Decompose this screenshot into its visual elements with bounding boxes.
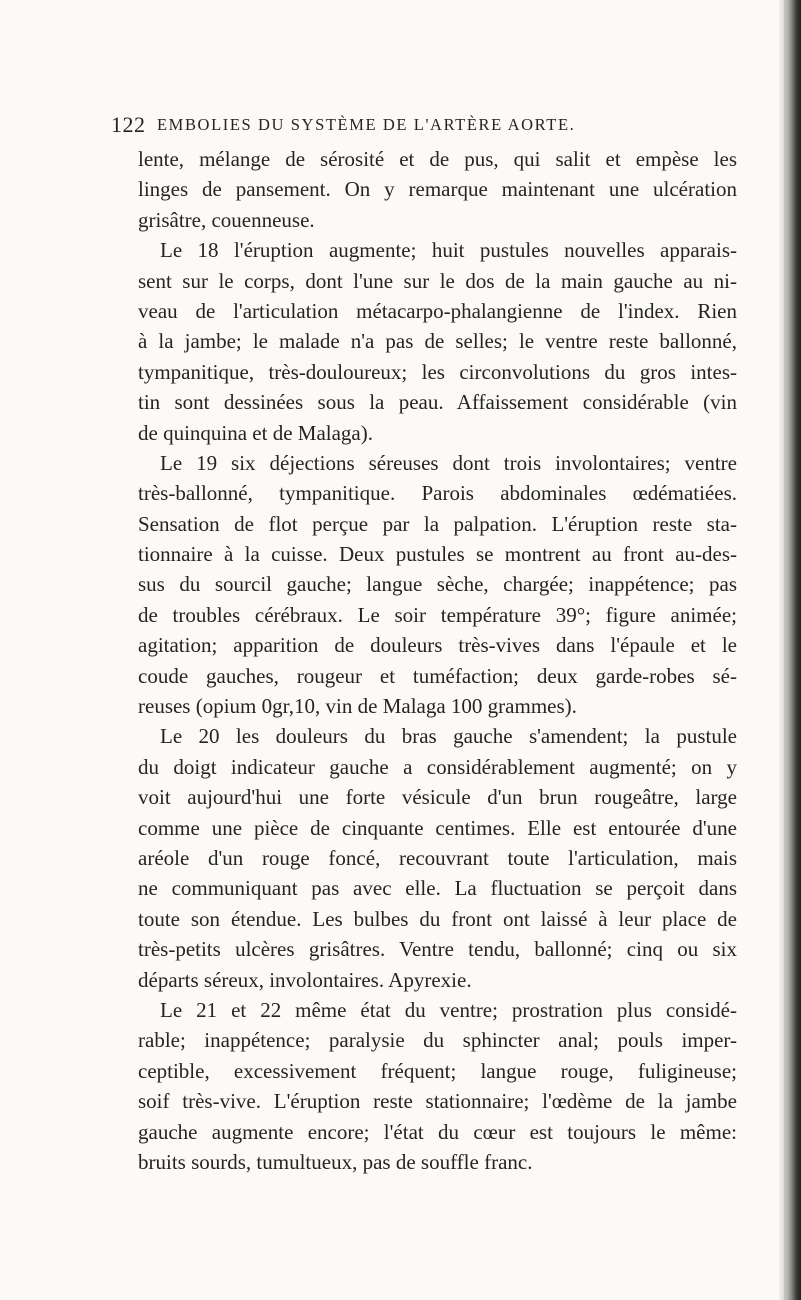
text-line: Le 20 les douleurs du bras gauche s'amendent; la pustule	[160, 724, 737, 749]
text-line: de quinquina et de Malaga).	[138, 420, 373, 445]
text-line: de troubles cérébraux. Le soir température 39°; figure animée;	[138, 602, 737, 627]
text-line: soif très-vive. L'éruption reste stationnaire; l'œdème de la jambe	[138, 1089, 737, 1114]
text-line: rable; inappétence; paralysie du sphincter anal; pouls imper-	[138, 1028, 737, 1053]
text-line: bruits sourds, tumultueux, pas de souffle franc.	[138, 1149, 533, 1174]
text-line: lente, mélange de sérosité et de pus, qui salit et empèse les	[138, 147, 737, 171]
text-line: Le 21 et 22 même état du ventre; prostration plus considé-	[160, 997, 737, 1022]
text-line: du doigt indicateur gauche a considérablement augmenté; on y	[138, 754, 737, 779]
text-line: sent sur le corps, dont l'une sur le dos de la main gauche au ni-	[138, 268, 737, 293]
text-line: voit aujourd'hui une forte vésicule d'un brun rougeâtre, large	[138, 785, 737, 810]
page-number: 122	[111, 112, 146, 137]
text-line: Le 19 six déjections séreuses dont trois involontaires; ventre	[160, 450, 737, 475]
running-head: EMBOLIES DU SYSTÈME DE L'ARTÈRE AORTE.	[157, 115, 576, 134]
page-header	[111, 112, 741, 136]
text-line: tionnaire à la cuisse. Deux pustules se montrent au front au-des-	[138, 542, 737, 567]
text-line: très-ballonné, tympanitique. Parois abdominales œdématiées.	[138, 481, 737, 506]
text-line: tympanitique, très-douloureux; les circonvolutions du gros intes-	[138, 359, 737, 384]
text-line: toute son étendue. Les bulbes du front ont laissé à leur place de	[138, 906, 737, 931]
text-line: linges de pansement. On y remarque maintenant une ulcération	[138, 177, 737, 202]
page-edge-line	[784, 0, 787, 1300]
text-line: grisâtre, couenneuse.	[138, 207, 315, 232]
text-line: reuses (opium 0gr,10, vin de Malaga 100 grammes).	[138, 694, 577, 719]
text-line: aréole d'un rouge foncé, recouvrant toute l'articulation, mais	[138, 845, 737, 870]
text-line: Le 18 l'éruption augmente; huit pustules nouvelles apparais-	[160, 238, 737, 263]
text-line: agitation; apparition de douleurs très-vives dans l'épaule et le	[138, 633, 737, 658]
text-line: ne communiquant pas avec elle. La fluctuation se perçoit dans	[138, 876, 737, 901]
text-line: départs séreux, involontaires. Apyrexie.	[138, 967, 472, 992]
body-text	[138, 144, 737, 1177]
text-line: Sensation de flot perçue par la palpation. L'éruption reste sta-	[138, 511, 737, 536]
text-line: ceptible, excessivement fréquent; langue rouge, fuligineuse;	[138, 1058, 737, 1083]
text-line: sus du sourcil gauche; langue sèche, chargée; inappétence; pas	[138, 572, 737, 597]
page-edge-shadow	[779, 0, 801, 1300]
text-line: veau de l'articulation métacarpo-phalangienne de l'index. Rien	[138, 298, 737, 323]
text-line: très-petits ulcères grisâtres. Ventre tendu, ballonné; cinq ou six	[138, 937, 737, 962]
text-line: gauche augmente encore; l'état du cœur est toujours le même:	[138, 1119, 737, 1144]
text-line: tin sont dessinées sous la peau. Affaissement considérable (vin	[138, 390, 737, 415]
text-line: à la jambe; le malade n'a pas de selles; le ventre reste ballonné,	[138, 329, 737, 354]
text-line: coude gauches, rougeur et tuméfaction; deux garde-robes sé-	[138, 663, 737, 688]
text-line: comme une pièce de cinquante centimes. Elle est entourée d'une	[138, 815, 737, 840]
